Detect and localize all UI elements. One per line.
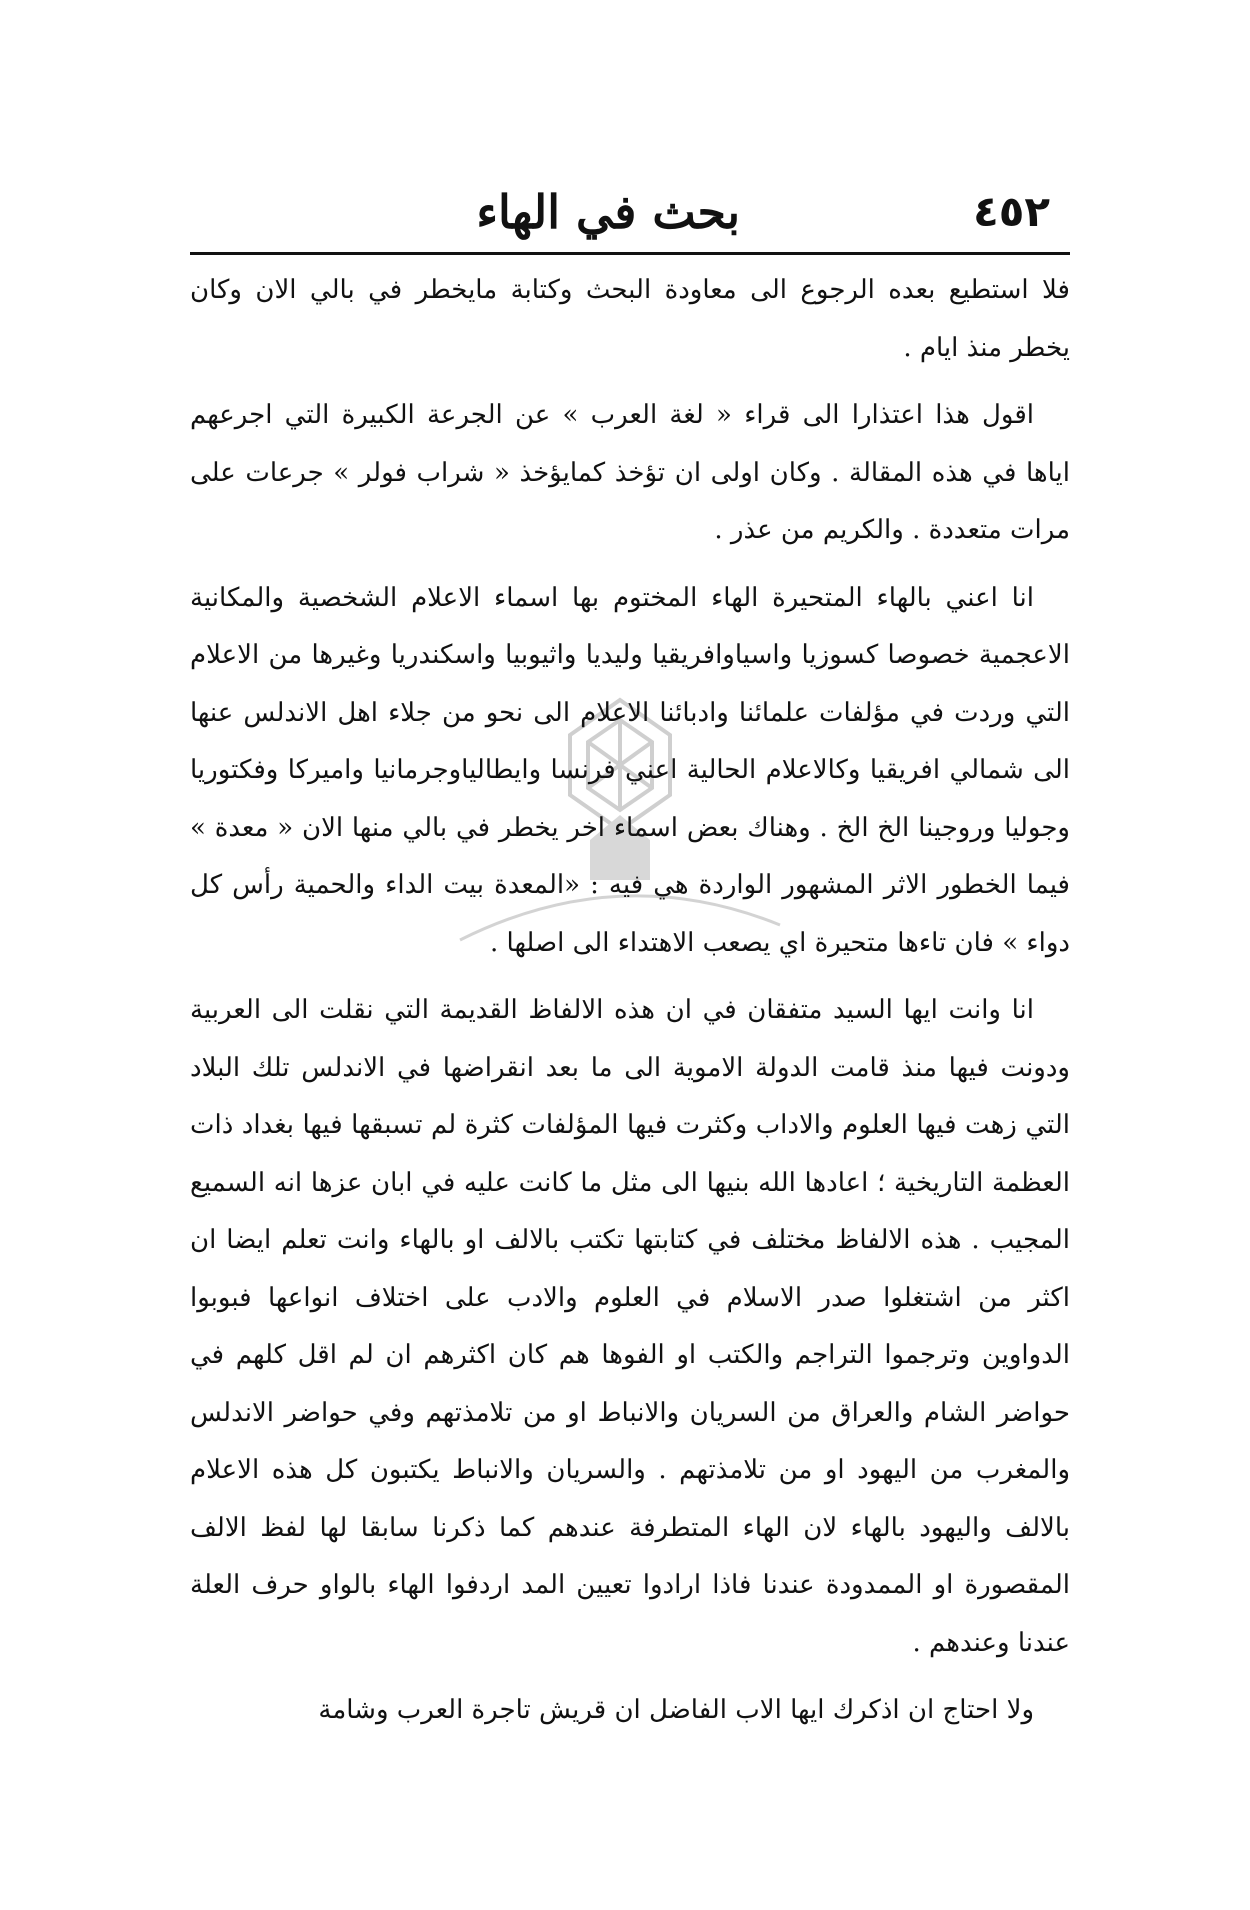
running-title: بحث في الهاء	[476, 185, 740, 239]
paragraph-3: انا اعني بالهاء المتحيرة الهاء المختوم بها اسماء الاعلام الشخصية والمكانية الاعجمية خصوصا كسوزيا واسياوافريقيا وليديا واثيوبيا واسكندريا وغيرها من الاعلام التي وردت في مؤلفات علمائنا وادبائنا الاعلام الى نحو من جلاء اهل الاندلس عنها الى شمالي افريقيا وكالاعلام الحالية اعني فرنسا وايطالياوجرمانيا واميركا وفكتوريا وجوليا وروجينا الخ الخ . وهناك بعض اسماء اخر يخطر في بالي منها الان « معدة » فيما الخطور الاثر المشهور الواردة هي فيه : «المعدة بيت الداء والحمية رأس كل دواء » فان تاءها متحيرة اي يصعب الاهتداء الى اصلها .	[190, 582, 1070, 958]
paragraph-5: ولا احتاج ان اذكرك ايها الاب الفاضل ان قريش تاجرة العرب وشامة	[318, 1695, 1034, 1725]
paragraph-2: اقول هذا اعتذارا الى قراء « لغة العرب » عن الجرعة الكبيرة التي اجرعهم اياها في هذه المقالة . وكان اولى ان تؤخذ كمايؤخذ « شراب فولر » جرعات على مرات متعددة . والكريم من عذر .	[190, 400, 1070, 545]
paragraph-1: فلا استطيع بعده الرجوع الى معاودة البحث وكتابة مايخطر في بالي الان وكان يخطر منذ ايام .	[190, 275, 1070, 363]
page-header	[190, 185, 1070, 255]
page-number: ٤٥٢	[973, 187, 1050, 236]
header-divider	[190, 252, 1070, 255]
paragraph-4: انا وانت ايها السيد متفقان في ان هذه الالفاظ القديمة التي نقلت الى العربية ودونت فيها منذ قامت الدولة الاموية الى ما بعد انقراضها في الاندلس تلك البلاد التي زهت فيها العلوم والاداب وكثرت فيها المؤلفات كثرة لم تسبقها فيها بغداد ذات العظمة التاريخية ؛ اعادها الله بنيها الى مثل ما كانت عليه في ابان عزها انه السميع المجيب . هذه الالفاظ مختلف في كتابتها تكتب بالالف او بالهاء وانت تعلم ايضا ان اكثر من اشتغلوا صدر الاسلام في العلوم والادب على اختلاف انواعها فبوبوا الدواوين وترجموا التراجم والكتب او الفوها هم كان اكثرهم ان لم اقل كلهم في حواضر الشام والعراق من السريان والانباط او من تلامذتهم وفي حواضر الاندلس والمغرب من اليهود او من تلامذتهم . والسريان والانباط يكتبون كل هذه الاعلام بالالف واليهود بالهاء لان الهاء المتطرفة عندهم كما ذكرنا سابقا لها لفظ الالف المقصورة او الممدودة عندنا فاذا ارادوا تعيين المد اردفوا الهاء بالواو حرف العلة عندنا وعندهم .	[190, 995, 1071, 1658]
article-body	[190, 262, 1070, 1750]
